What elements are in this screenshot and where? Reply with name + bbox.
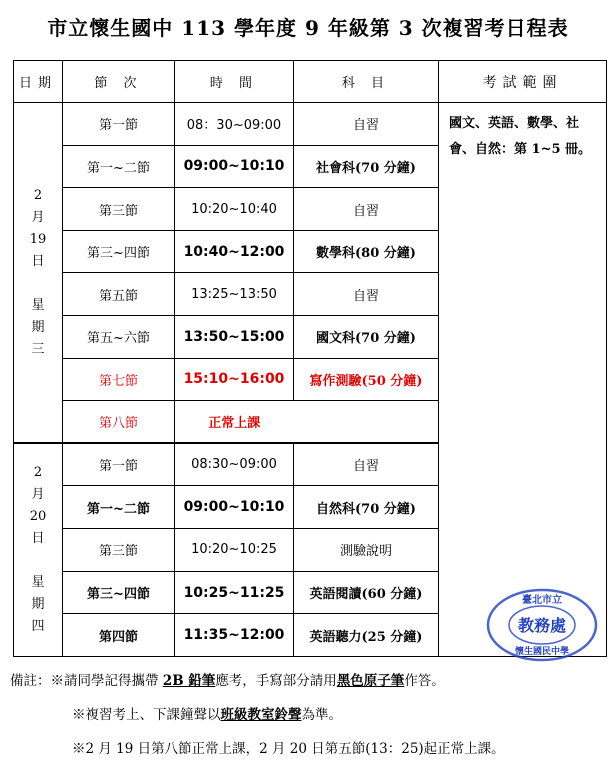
period-cell: 第三節: [63, 188, 175, 231]
subject-cell: 自習: [294, 103, 439, 146]
date-cell: [14, 103, 63, 444]
date-line: 星: [31, 297, 45, 313]
note-1-prefix: 備註：※請同學記得攜帶: [10, 673, 163, 689]
date-line: 月: [31, 209, 45, 225]
header-row: [14, 61, 607, 103]
date-line: 20: [29, 509, 47, 525]
note-1-pen: 黑色原子筆: [336, 673, 405, 689]
subject-cell: 寫作測驗(50 分鐘): [294, 358, 439, 401]
subject-cell: 數學科(80 分鐘): [294, 230, 439, 273]
date-line: 日: [31, 531, 45, 547]
note-2-suffix: 為準。: [301, 707, 342, 723]
schedule-row: [14, 103, 607, 146]
date-line: 2: [33, 465, 43, 481]
time-cell: 正常上課: [175, 401, 294, 444]
period-cell: 第三節: [63, 529, 175, 572]
date-line: 日: [31, 253, 45, 269]
scope-cell: 國文、英語、數學、社會、自然：第 1~5 冊。: [439, 103, 607, 657]
time-cell: 10:25~11:25: [175, 571, 294, 614]
period-cell: 第一~二節: [63, 486, 175, 529]
period-cell: 第五節: [63, 273, 175, 316]
subject-cell: 自習: [294, 443, 439, 486]
subject-cell: 國文科(70 分鐘): [294, 316, 439, 359]
stamp-bottom-text: 懷生國民中學: [514, 647, 570, 657]
header-period: 節 次: [63, 61, 175, 103]
subject-cell: 自然科(70 分鐘): [294, 486, 439, 529]
page-title: 市立懷生國中 113 學年度 9 年級第 3 次複習考日程表: [47, 16, 569, 40]
subject-cell: 社會科(70 分鐘): [294, 145, 439, 188]
time-cell: 08：30~09:00: [175, 103, 294, 146]
time-cell: 10:40~12:00: [175, 230, 294, 273]
time-cell: 15:10~16:00: [175, 358, 294, 401]
time-cell: 09:00~10:10: [175, 486, 294, 529]
date-line: 期: [31, 597, 45, 613]
period-cell: 第四節: [63, 614, 175, 657]
period-cell: 第三~四節: [63, 571, 175, 614]
header-scope: 考試範圍: [439, 61, 607, 103]
date-line: 期: [31, 319, 45, 335]
note-line-1: [10, 670, 610, 704]
subject-cell: 自習: [294, 273, 439, 316]
date-line: 星: [31, 575, 45, 591]
note-1-suffix: 作答。: [404, 673, 445, 689]
header-subject: 科 目: [294, 61, 439, 103]
date-line: 四: [31, 619, 45, 635]
time-cell: 10:20~10:40: [175, 188, 294, 231]
time-cell: 13:50~15:00: [175, 316, 294, 359]
note-2-bell: 班級教室鈴聲: [220, 707, 302, 723]
note-1-mid: 應考，手寫部分請用: [215, 673, 337, 689]
subject-cell: 自習: [294, 188, 439, 231]
subject-cell: [294, 401, 439, 444]
header-date: 日期: [14, 61, 63, 103]
date-line: 19: [29, 231, 47, 247]
notes: [10, 670, 610, 772]
schedule-table: [13, 60, 607, 657]
period-cell: 第一節: [63, 443, 175, 486]
date-line: 三: [31, 341, 45, 357]
subject-cell: 英語聽力(25 分鐘): [294, 614, 439, 657]
period-cell: 第三~四節: [63, 230, 175, 273]
period-cell: 第八節: [63, 401, 175, 444]
note-2-prefix: ※複習考上、下課鐘聲以: [72, 707, 221, 723]
period-cell: 第一~二節: [63, 145, 175, 188]
date-line: 月: [31, 487, 45, 503]
time-cell: 09:00~10:10: [175, 145, 294, 188]
time-cell: 10:20~10:25: [175, 529, 294, 572]
time-cell: 11:35~12:00: [175, 614, 294, 657]
time-cell: 08:30~09:00: [175, 443, 294, 486]
subject-cell: 英語閱讀(60 分鐘): [294, 571, 439, 614]
note-1-pencil: 2B 鉛筆: [162, 673, 216, 689]
date-line: [14, 550, 62, 572]
note-line-2: [10, 704, 610, 738]
stamp-top-text: 臺北市立: [522, 595, 562, 606]
period-cell: 第一節: [63, 103, 175, 146]
subject-cell: 測驗說明: [294, 529, 439, 572]
date-line: [14, 273, 62, 295]
header-time: 時 間: [175, 61, 294, 103]
period-cell: 第五~六節: [63, 316, 175, 359]
stamp-center-text: 教務處: [517, 616, 567, 635]
office-stamp: [486, 588, 598, 662]
date-line: 2: [33, 187, 43, 203]
date-cell: [14, 443, 63, 656]
time-cell: 13:25~13:50: [175, 273, 294, 316]
period-cell: 第七節: [63, 358, 175, 401]
note-line-3: ※2 月 19 日第八節正常上課，2 月 20 日第五節(13：25)起正常上課。: [72, 741, 505, 757]
